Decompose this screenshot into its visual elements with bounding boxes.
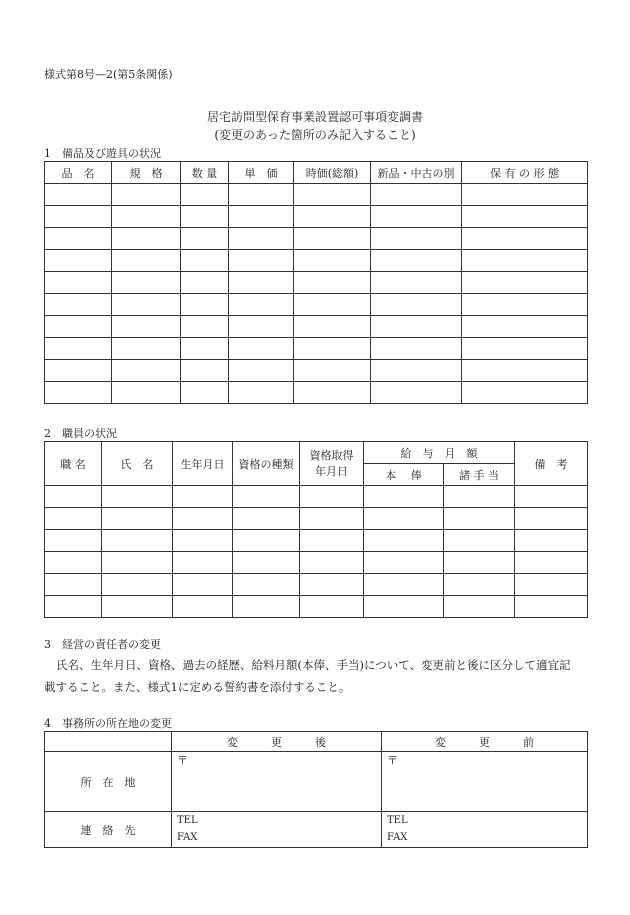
after-change-header: 変 更 後	[172, 732, 382, 752]
col-allowances: 諸 手 当	[444, 464, 515, 486]
table-cell[interactable]	[515, 596, 588, 618]
table-cell[interactable]	[45, 316, 112, 338]
table-cell[interactable]	[444, 574, 515, 596]
table-row	[45, 184, 588, 206]
col-quantity: 数 量	[181, 162, 229, 184]
page-title: 居宅訪問型保育事業設置認可事項変調書	[206, 110, 423, 124]
table-cell[interactable]	[371, 294, 462, 316]
table-row	[45, 360, 588, 382]
table-cell[interactable]	[181, 206, 229, 228]
table-cell[interactable]	[45, 206, 112, 228]
office-location-table	[44, 731, 588, 848]
table-row	[45, 272, 588, 294]
table-cell[interactable]	[364, 530, 444, 552]
table-cell[interactable]	[364, 508, 444, 530]
section3-text-line2: 載すること。また、様式1に定める誓約書を添付すること。	[44, 680, 351, 694]
table-cell[interactable]	[112, 184, 181, 206]
table-cell[interactable]	[515, 486, 588, 508]
table-cell[interactable]	[102, 596, 173, 618]
postal-mark-before: 〒	[387, 754, 398, 767]
table-cell[interactable]	[229, 316, 294, 338]
table-cell[interactable]	[462, 206, 588, 228]
table-cell[interactable]	[444, 486, 515, 508]
table-cell[interactable]	[173, 574, 233, 596]
location-after-cell[interactable]	[172, 752, 382, 812]
table-cell[interactable]	[181, 250, 229, 272]
table-cell[interactable]	[371, 228, 462, 250]
table-cell[interactable]	[45, 552, 102, 574]
table-row	[45, 382, 588, 404]
table-cell[interactable]	[229, 360, 294, 382]
table-cell[interactable]	[229, 294, 294, 316]
table-cell[interactable]	[173, 552, 233, 574]
table-row	[45, 552, 588, 574]
fax-before: FAX	[387, 832, 408, 843]
section3-text-line1: 氏名、生年月日、資格、過去の経歴、給料月額(本俸、手当)について、変更前と後に区分して適宜記	[56, 658, 571, 672]
table-cell[interactable]	[45, 596, 102, 618]
table-cell[interactable]	[371, 184, 462, 206]
table-cell[interactable]	[112, 338, 181, 360]
table-cell[interactable]	[181, 184, 229, 206]
table-cell[interactable]	[371, 338, 462, 360]
table-cell[interactable]	[462, 184, 588, 206]
table-cell[interactable]	[371, 316, 462, 338]
table-cell[interactable]	[229, 338, 294, 360]
table-cell[interactable]	[515, 530, 588, 552]
table-cell[interactable]	[173, 530, 233, 552]
table-cell[interactable]	[112, 294, 181, 316]
table-cell[interactable]	[233, 552, 300, 574]
table-cell[interactable]	[181, 382, 229, 404]
table-cell[interactable]	[462, 316, 588, 338]
table-cell[interactable]	[371, 382, 462, 404]
table-cell[interactable]	[102, 530, 173, 552]
table-cell[interactable]	[45, 382, 112, 404]
table-cell[interactable]	[45, 250, 112, 272]
col-spec: 規 格	[112, 162, 181, 184]
table-cell[interactable]	[112, 382, 181, 404]
table-cell[interactable]	[229, 184, 294, 206]
table-cell[interactable]	[45, 360, 112, 382]
table-cell[interactable]	[233, 530, 300, 552]
table-cell[interactable]	[444, 596, 515, 618]
table-cell[interactable]	[112, 228, 181, 250]
table-cell[interactable]	[294, 360, 371, 382]
table-cell[interactable]	[112, 360, 181, 382]
table-cell[interactable]	[233, 574, 300, 596]
table-cell[interactable]	[102, 508, 173, 530]
table-cell[interactable]	[45, 228, 112, 250]
before-change-header: 変 更 前	[382, 732, 588, 752]
section1-heading: 1 備品及び遊具の状況	[44, 147, 161, 160]
table-cell[interactable]	[462, 338, 588, 360]
table-cell[interactable]	[300, 596, 364, 618]
contact-label: 連 絡 先	[45, 812, 172, 848]
table-cell[interactable]	[45, 338, 112, 360]
table-cell[interactable]	[462, 360, 588, 382]
corner-cell	[45, 732, 172, 752]
table-cell[interactable]	[364, 574, 444, 596]
table-cell[interactable]	[300, 530, 364, 552]
table-cell[interactable]	[45, 184, 112, 206]
col-remarks: 備 考	[515, 442, 588, 486]
table-cell[interactable]	[462, 294, 588, 316]
qual-date-line2: 年月日	[315, 465, 348, 478]
table-cell[interactable]	[45, 272, 112, 294]
contact-before-cell[interactable]	[382, 812, 588, 848]
table-cell[interactable]	[181, 294, 229, 316]
col-qualification-date	[300, 442, 364, 486]
staff-table	[44, 441, 588, 618]
table-cell[interactable]	[102, 486, 173, 508]
tel-after: TEL	[177, 815, 198, 826]
table-cell[interactable]	[181, 228, 229, 250]
table-cell[interactable]	[294, 272, 371, 294]
table-cell[interactable]	[515, 552, 588, 574]
location-label: 所 在 地	[45, 752, 172, 812]
table-cell[interactable]	[462, 250, 588, 272]
col-job-title: 職 名	[45, 442, 102, 486]
table-cell[interactable]	[444, 508, 515, 530]
table-cell[interactable]	[229, 228, 294, 250]
col-staff-name: 氏 名	[102, 442, 173, 486]
table-cell[interactable]	[515, 574, 588, 596]
table-cell[interactable]	[462, 272, 588, 294]
table-cell[interactable]	[229, 206, 294, 228]
page-subtitle: (変更のあった箇所のみ記入すること)	[214, 128, 416, 142]
table-cell[interactable]	[462, 382, 588, 404]
col-unit-price: 単 価	[229, 162, 294, 184]
table-cell[interactable]	[300, 552, 364, 574]
table-row	[45, 250, 588, 272]
table-cell[interactable]	[102, 552, 173, 574]
table-row	[45, 316, 588, 338]
table-cell[interactable]	[181, 338, 229, 360]
table-cell[interactable]	[371, 206, 462, 228]
table-cell[interactable]	[229, 272, 294, 294]
col-base-salary: 本 俸	[364, 464, 444, 486]
col-item-name: 品 名	[45, 162, 112, 184]
equipment-table	[44, 161, 588, 404]
fax-after: FAX	[177, 832, 198, 843]
table-row	[45, 338, 588, 360]
table-cell[interactable]	[181, 360, 229, 382]
col-birthdate: 生年月日	[173, 442, 233, 486]
table-cell[interactable]	[45, 294, 112, 316]
table-row	[45, 508, 588, 530]
location-before-cell[interactable]	[382, 752, 588, 812]
table-cell[interactable]	[233, 486, 300, 508]
table-cell[interactable]	[45, 530, 102, 552]
col-qualification-type: 資格の種類	[233, 442, 300, 486]
table-cell[interactable]	[112, 206, 181, 228]
col-monthly-salary: 給 与 月 額	[364, 442, 515, 464]
table-cell[interactable]	[444, 552, 515, 574]
table-row	[45, 574, 588, 596]
table-cell[interactable]	[364, 486, 444, 508]
table-cell[interactable]	[45, 486, 102, 508]
table-cell[interactable]	[181, 316, 229, 338]
table-cell[interactable]	[294, 184, 371, 206]
section2-heading: 2 職員の状況	[44, 427, 117, 440]
table-row	[45, 206, 588, 228]
table-cell[interactable]	[294, 206, 371, 228]
table-cell[interactable]	[173, 486, 233, 508]
table-cell[interactable]	[173, 596, 233, 618]
col-ownership: 保 有 の 形 態	[462, 162, 588, 184]
table-cell[interactable]	[294, 228, 371, 250]
form-number: 様式第8号—2(第5条関係)	[44, 68, 173, 81]
table-cell[interactable]	[229, 250, 294, 272]
table-cell[interactable]	[444, 530, 515, 552]
table-row	[45, 530, 588, 552]
table-cell[interactable]	[294, 338, 371, 360]
table-cell[interactable]	[45, 508, 102, 530]
table-cell[interactable]	[515, 508, 588, 530]
postal-mark-after: 〒	[177, 754, 188, 767]
table-cell[interactable]	[300, 574, 364, 596]
table-cell[interactable]	[229, 382, 294, 404]
table-cell[interactable]	[112, 272, 181, 294]
table-row	[45, 294, 588, 316]
table-cell[interactable]	[112, 250, 181, 272]
qual-date-line1: 資格取得	[309, 449, 354, 462]
table-cell[interactable]	[233, 596, 300, 618]
col-market-value: 時価(総額)	[294, 162, 371, 184]
table-cell[interactable]	[233, 508, 300, 530]
table-cell[interactable]	[371, 360, 462, 382]
table-cell[interactable]	[181, 272, 229, 294]
table-cell[interactable]	[294, 250, 371, 272]
table-row	[45, 486, 588, 508]
table-cell[interactable]	[462, 228, 588, 250]
table-cell[interactable]	[300, 508, 364, 530]
table-cell[interactable]	[173, 508, 233, 530]
table-cell[interactable]	[371, 250, 462, 272]
tel-before: TEL	[387, 815, 408, 826]
contact-after-cell[interactable]	[172, 812, 382, 848]
table-row	[45, 228, 588, 250]
table-cell[interactable]	[364, 552, 444, 574]
table-cell[interactable]	[294, 294, 371, 316]
table-cell[interactable]	[102, 574, 173, 596]
col-new-used: 新品・中古の別	[371, 162, 462, 184]
table-cell[interactable]	[300, 486, 364, 508]
table-row	[45, 596, 588, 618]
table-cell[interactable]	[45, 574, 102, 596]
table-cell[interactable]	[294, 316, 371, 338]
section3-heading: 3 経営の責任者の変更	[44, 638, 161, 651]
table-cell[interactable]	[364, 596, 444, 618]
table-cell[interactable]	[371, 272, 462, 294]
table-cell[interactable]	[112, 316, 181, 338]
section4-heading: 4 事務所の所在地の変更	[44, 717, 172, 730]
table-cell[interactable]	[294, 382, 371, 404]
